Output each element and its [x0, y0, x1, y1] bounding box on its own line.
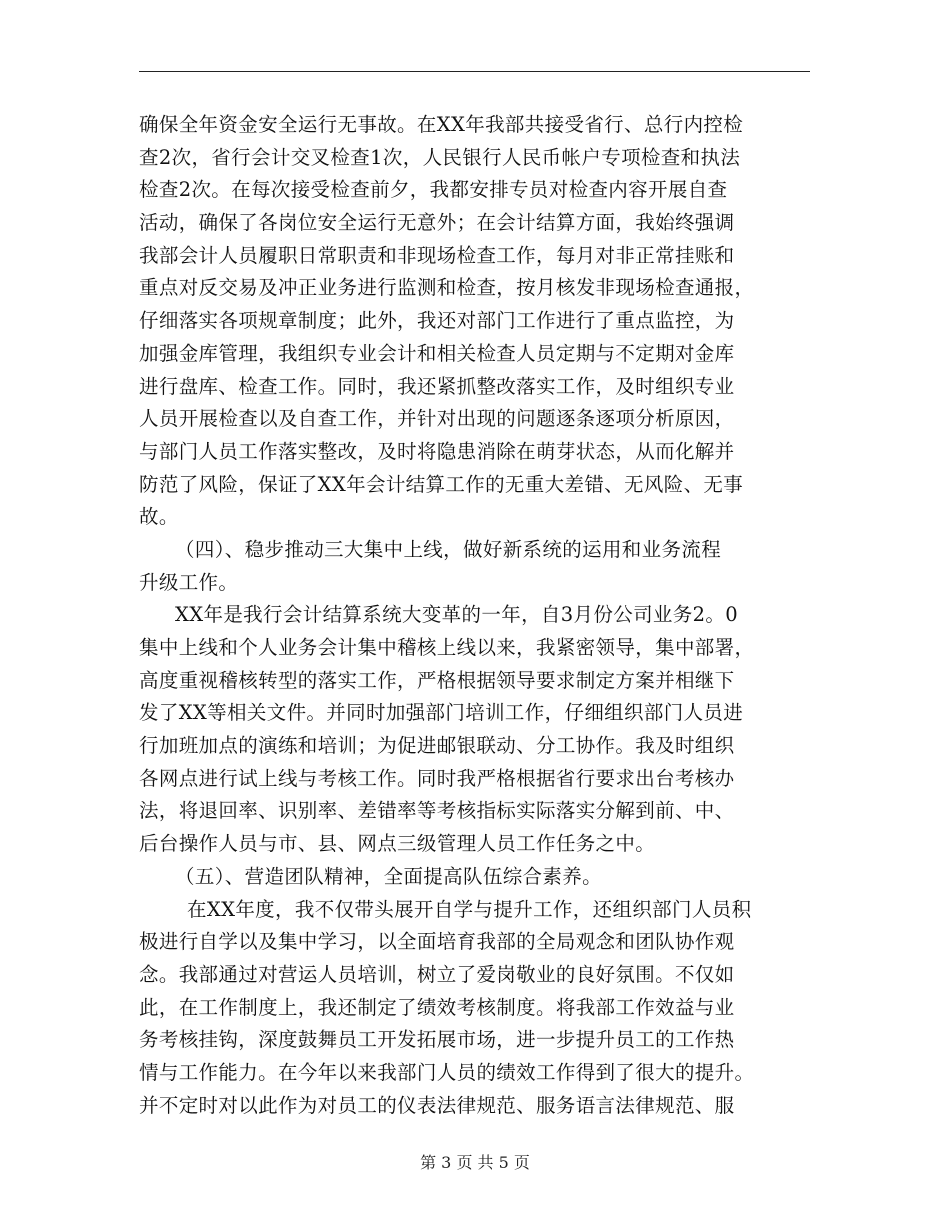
text-line: 在XX年度，我不仅带头展开自学与提升工作，还组织部门人员积 — [187, 897, 752, 921]
text-line: 人员开展检查以及自查工作，并针对出现的问题逐条逐项分析原因， — [139, 407, 735, 431]
text-line: 法，将退回率、识别率、差错率等考核指标实际落实分解到前、中、 — [139, 799, 735, 823]
page-number-footer: 第 3 页 共 5 页 — [420, 1153, 530, 1172]
text-line: 高度重视稽核转型的落实工作，严格根据领导要求制定方案并相继下 — [139, 668, 735, 692]
text-line: 务考核挂钩，深度鼓舞员工开发拓展市场，进一步提升员工的工作热 — [139, 1028, 735, 1052]
text-line: 加强金库管理，我组织专业会计和相关检查人员定期与不定期对金库 — [139, 341, 735, 365]
text-line: 后台操作人员与市、县、网点三级管理人员工作任务之中。 — [139, 832, 656, 856]
text-line: 升级工作。 — [139, 570, 239, 594]
header-rule — [139, 71, 810, 72]
document-body — [139, 109, 810, 1122]
text-line: （四）、稳步推动三大集中上线，做好新系统的运用和业务流程 — [175, 537, 722, 561]
text-line: 故。 — [139, 505, 179, 529]
text-line: 确保全年资金安全运行无事故。在XX年我部共接受省行、总行内控检 — [139, 113, 744, 136]
text-line: 此，在工作制度上，我还制定了绩效考核制度。将我部工作效益与业 — [139, 995, 735, 1019]
text-line: 活动，确保了各岗位安全运行无意外；在会计结算方面，我始终强调 — [139, 211, 735, 235]
text-line: 防范了风险，保证了XX年会计结算工作的无重大差错、无风险、无事 — [139, 472, 744, 496]
text-line: 并不定时对以此作为对员工的仪表法律规范、服务语言法律规范、服 — [139, 1093, 735, 1117]
text-line: 与部门人员工作落实整改，及时将隐患消除在萌芽状态，从而化解并 — [139, 439, 735, 463]
text-line: XX年是我行会计结算系统大变革的一年，自3月份公司业务2。0 — [175, 603, 738, 627]
text-line: 发了XX等相关文件。并同时加强部门培训工作，仔细组织部门人员进 — [139, 701, 744, 725]
text-line: 查2次，省行会计交叉检查1次，人民银行人民币帐户专项检查和执法 — [139, 145, 741, 169]
text-line: 进行盘库、检查工作。同时，我还紧抓整改落实工作，及时组织专业 — [139, 374, 735, 398]
text-line: 我部会计人员履职日常职责和非现场检查工作，每月对非正常挂账和 — [139, 243, 735, 267]
text-line: 检查2次。在每次接受检查前夕，我都安排专员对检查内容开展自查 — [139, 178, 728, 202]
text-line: 情与工作能力。在今年以来我部门人员的绩效工作得到了很大的提升。 — [139, 1060, 755, 1084]
text-line: 极进行自学以及集中学习，以全面培育我部的全局观念和团队协作观 — [139, 930, 735, 954]
text-line: 念。我部通过对营运人员培训，树立了爱岗敬业的良好氛围。不仅如 — [139, 962, 735, 986]
text-line: 仔细落实各项规章制度；此外，我还对部门工作进行了重点监控，为 — [139, 309, 735, 333]
text-line: 重点对反交易及冲正业务进行监测和检查，按月核发非现场检查通报， — [139, 276, 755, 300]
text-line: 各网点进行试上线与考核工作。同时我严格根据省行要求出台考核办 — [139, 766, 735, 790]
text-line: 集中上线和个人业务会计集中稽核上线以来，我紧密领导，集中部署， — [139, 636, 755, 659]
text-line: 行加班加点的演练和培训；为促进邮银联动、分工协作。我及时组织 — [139, 734, 735, 758]
text-line: （五）、营造团队精神，全面提高队伍综合素养。 — [175, 864, 602, 888]
